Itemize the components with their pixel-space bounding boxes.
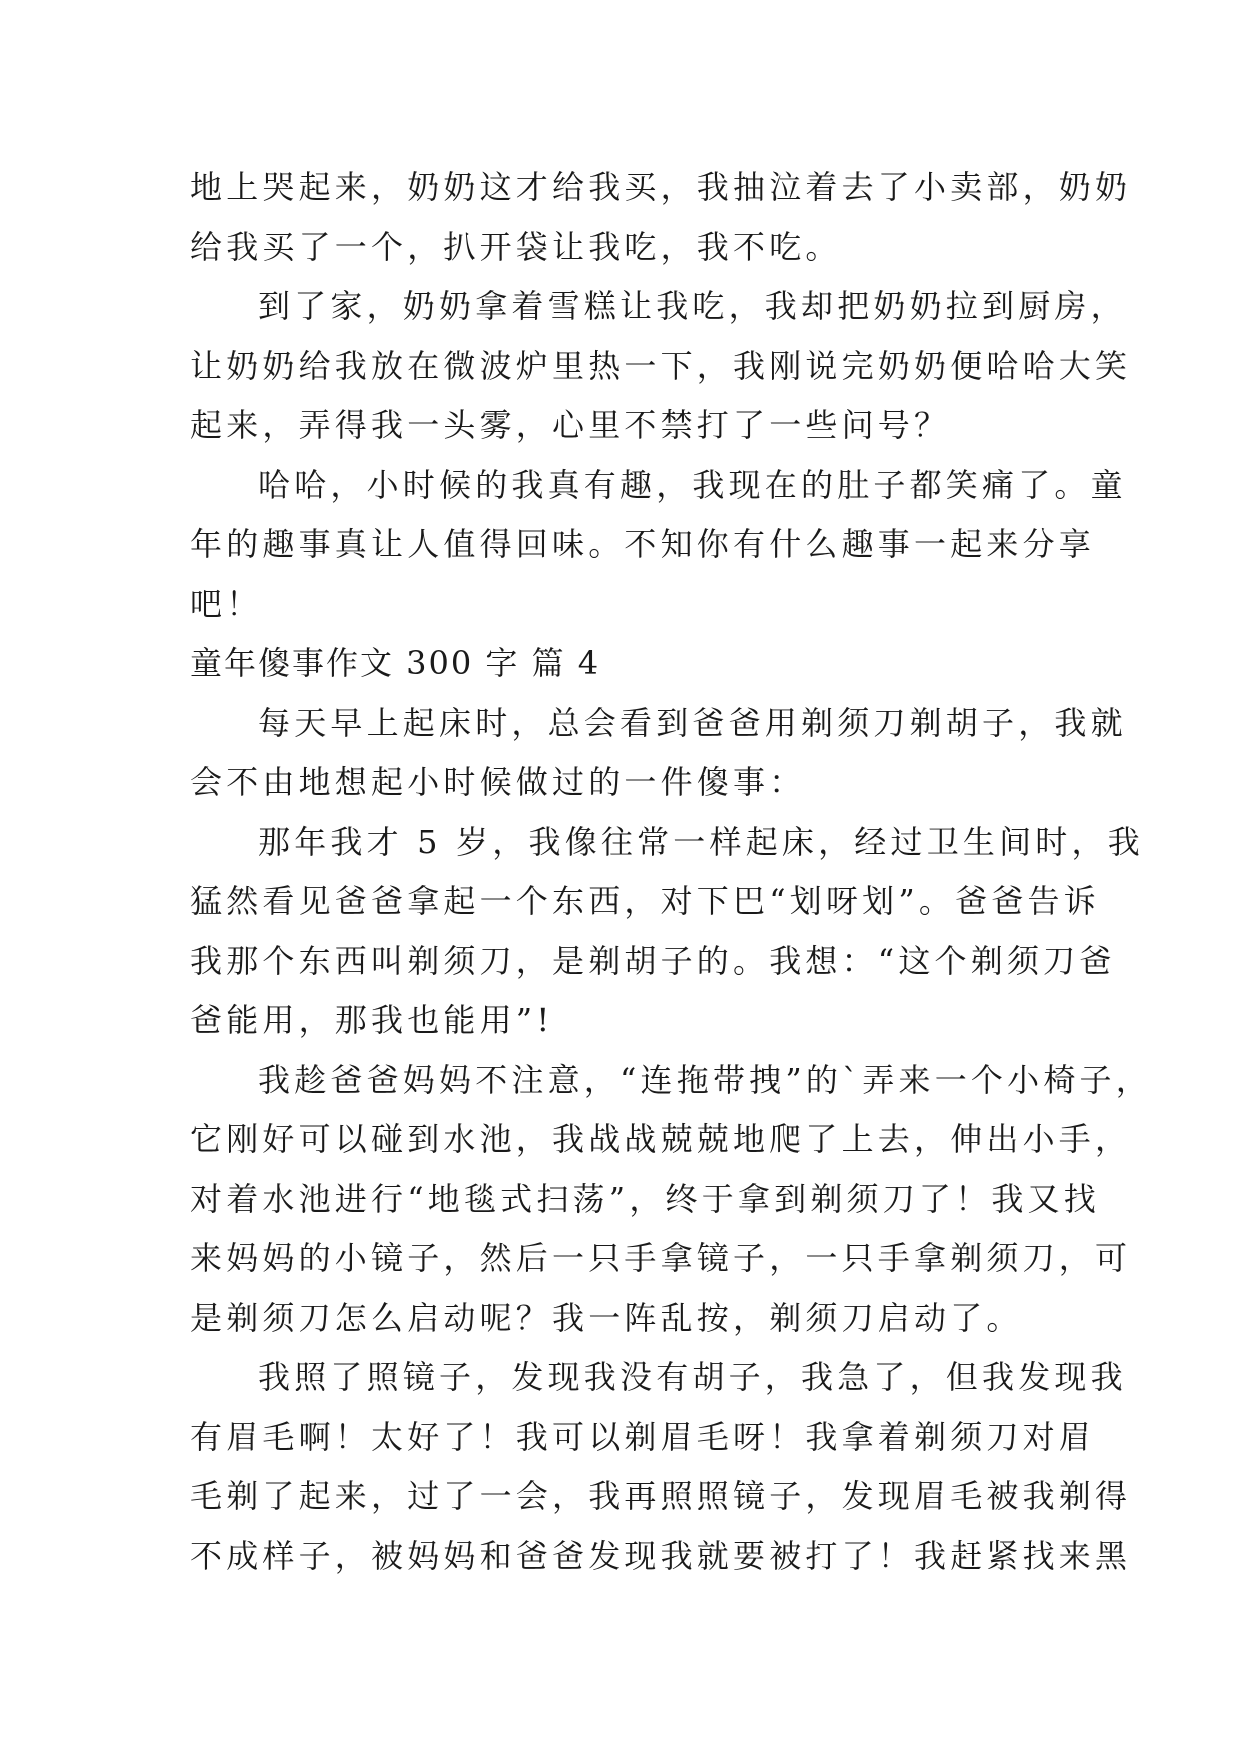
text-line: 我那个东西叫剃须刀，是剃胡子的。我想：“这个剃须刀爸 bbox=[190, 941, 1116, 980]
text-line: 给我买了一个，扒开袋让我吃，我不吃。 bbox=[190, 227, 842, 266]
text-line: 到了家，奶奶拿着雪糕让我吃，我却把奶奶拉到厨房， bbox=[258, 287, 1127, 325]
document-body bbox=[190, 158, 1152, 1586]
text-line: 有眉毛啊！太好了！我可以剃眉毛呀！我拿着剃须刀对眉 bbox=[190, 1417, 1096, 1456]
text-line: 会不由地想起小时候做过的一件傻事： bbox=[190, 763, 806, 801]
text-line: 吧！ bbox=[190, 584, 263, 623]
text-line: 爸能用，那我也能用”! bbox=[190, 1001, 554, 1039]
section-heading: 童年傻事作文 300 字 篇 4 bbox=[190, 644, 601, 682]
text-line: 来妈妈的小镜子，然后一只手拿镜子，一只手拿剃须刀，可 bbox=[190, 1239, 1132, 1277]
text-line: 对着水池进行“地毯式扫荡”，终于拿到剃须刀了！我又找 bbox=[190, 1179, 1100, 1218]
text-line: 哈哈，小时候的我真有趣，我现在的肚子都笑痛了。童 bbox=[258, 465, 1127, 504]
text-line: 每天早上起床时，总会看到爸爸用剃须刀剃胡子，我就 bbox=[258, 703, 1127, 742]
text-line: 不成样子，被妈妈和爸爸发现我就要被打了！我赶紧找来黑 bbox=[190, 1536, 1132, 1575]
text-line: 猛然看见爸爸拿起一个东西，对下巴“划呀划”。爸爸告诉 bbox=[190, 882, 1100, 920]
text-line: 地上哭起来，奶奶这才给我买，我抽泣着去了小卖部，奶奶 bbox=[190, 168, 1132, 206]
text-line: 年的趣事真让人值得回味。不知你有什么趣事一起来分享 bbox=[190, 525, 1096, 563]
text-line: 让奶奶给我放在微波炉里热一下，我刚说完奶奶便哈哈大笑 bbox=[190, 346, 1132, 385]
text-line: 那年我才 5 岁，我像往常一样起床，经过卫生间时，我 bbox=[258, 822, 1144, 861]
text-line: 我照了照镜子，发现我没有胡子，我急了，但我发现我 bbox=[258, 1358, 1127, 1396]
text-line: 是剃须刀怎么启动呢？我一阵乱按，剃须刀启动了。 bbox=[190, 1298, 1023, 1337]
text-line: 起来，弄得我一头雾，心里不禁打了一些问号？ bbox=[190, 406, 951, 444]
text-line: 毛剃了起来，过了一会，我再照照镜子，发现眉毛被我剃得 bbox=[190, 1477, 1132, 1515]
text-line: 它刚好可以碰到水池，我战战兢兢地爬了上去，伸出小手， bbox=[190, 1120, 1132, 1158]
text-line: 我趁爸爸妈妈不注意，“连拖带拽”的`弄来一个小椅子， bbox=[258, 1060, 1152, 1099]
